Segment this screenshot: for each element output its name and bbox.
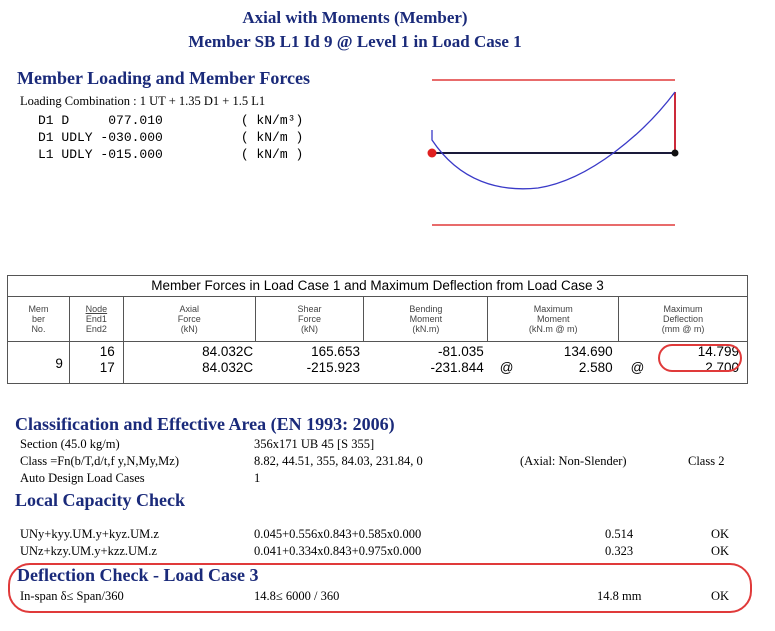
cell-bending: -81.035 -231.844 [364,342,488,384]
class-row-value: 1 [254,471,261,485]
pinned-support-node [428,149,437,158]
deflection-status: OK [711,589,730,603]
class-row-note: (Axial: Non-Slender) [520,454,627,468]
table-header-row [8,297,748,342]
cell-max-deflection: 14.799 @ 2.700 [619,342,748,384]
report-title: Axial with Moments (Member) [242,8,468,27]
table-row [8,342,748,384]
class-row-label: Auto Design Load Cases [20,471,145,485]
deflection-highlight [658,344,742,372]
loading-line: D1 D 077.010 ( kN/m³) [38,113,304,128]
classification-heading: Classification and Effective Area (EN 1993: 2006) [15,414,395,434]
cell-axial: 84.032C 84.032C [123,342,255,384]
cell-member: 9 [8,342,70,384]
header-shear: Shear Force (kN) [255,297,364,342]
loading-line: L1 UDLY -015.000 ( kN/m ) [38,147,304,162]
loading-combination: Loading Combination : 1 UT + 1.35 D1 + 1.5 L1 [20,94,266,108]
header-member: Mem ber No. [8,297,70,342]
capacity-row-value: 0.045+0.556x0.843+0.585x0.000 [254,527,422,541]
header-bending: Bending Moment (kN.m) [364,297,488,342]
header-axial: Axial Force (kN) [123,297,255,342]
cell-shear: 165.653 -215.923 [255,342,364,384]
class-row-label: Class =Fn(b/T,d/t,f y,N,My,Mz) [20,454,180,468]
header-max-deflection: Maximum Deflection (mm @ m) [619,297,748,342]
loading-line: D1 UDLY -030.000 ( kN/m ) [38,130,304,145]
loading-heading: Member Loading and Member Forces [17,68,310,88]
deflection-result: 14.8 mm [597,589,642,603]
deflection-label: In-span δ≤ Span/360 [20,589,124,603]
capacity-row-status: OK [711,527,730,541]
capacity-row-ratio: 0.323 [605,544,634,558]
capacity-row-value: 0.041+0.334x0.843+0.975x0.000 [254,544,422,558]
table-caption: Member Forces in Load Case 1 and Maximum Deflection from Load Case 3 [8,276,748,297]
beam-diagram [420,72,690,237]
deflection-heading: Deflection Check - Load Case 3 [17,565,259,585]
capacity-row-status: OK [711,544,730,558]
end-node [672,150,679,157]
header-max-moment: Maximum Moment (kN.m @ m) [488,297,619,342]
report-subtitle: Member SB L1 Id 9 @ Level 1 in Load Case 1 [188,32,522,51]
cell-max-moment: 134.690 @ 2.580 [488,342,619,384]
class-row-result: Class 2 [688,454,725,468]
class-row-label: Section (45.0 kg/m) [20,437,120,451]
capacity-heading: Local Capacity Check [15,490,185,510]
header-node: Node End1 End2 [69,297,123,342]
capacity-row-label: UNz+kzy.UM.y+kzz.UM.z [20,544,157,558]
cell-node: 16 17 [69,342,123,384]
capacity-row-ratio: 0.514 [605,527,634,541]
deflection-value: 14.8≤ 6000 / 360 [254,589,340,603]
class-row-value: 8.82, 44.51, 355, 84.03, 231.84, 0 [254,454,423,468]
class-row-value: 356x171 UB 45 [S 355] [254,437,375,451]
moment-diagram-curve [432,92,675,189]
capacity-row-label: UNy+kyy.UM.y+kyz.UM.z [20,527,159,541]
member-forces-table [7,275,748,384]
